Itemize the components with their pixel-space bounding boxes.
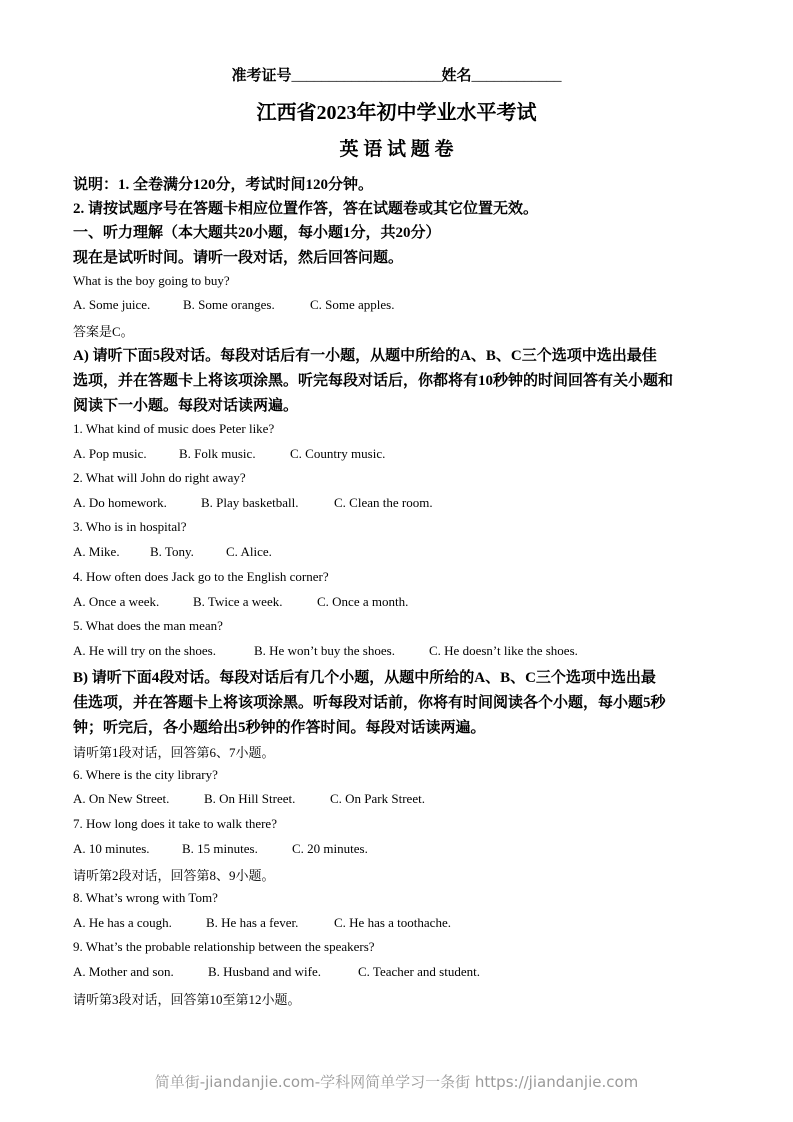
question-7: 7. How long does it take to walk there?: [73, 816, 277, 831]
part-a-instruction-1: A) 请听下面5段对话。每段对话后有一小题，从题中所给的A、B、C三个选项中选出最佳: [73, 348, 657, 364]
option-a: A. 10 minutes.: [73, 841, 150, 856]
option-b: B. Twice a week.: [193, 594, 283, 609]
name-blank: ____________: [471, 68, 562, 84]
option-c: C. Alice.: [226, 544, 272, 559]
question-3: 3. Who is in hospital?: [73, 519, 187, 534]
part-a-instruction-3: 阅读下一小题。每段对话读两遍。: [73, 398, 299, 414]
option-b: B. Tony.: [150, 544, 194, 559]
option-b: B. Folk music.: [179, 446, 256, 461]
part-b-instruction-2: 佳选项，并在答题卡上将该项涂黑。听每段对话前，你将有时间阅读各个小题，每小题5秒: [73, 695, 666, 711]
section-intro: 现在是试听时间。请听一段对话，然后回答问题。: [73, 250, 404, 266]
exam-subtitle: 英 语 试 题 卷: [339, 139, 454, 160]
exam-title: 江西省2023年初中学业水平考试: [256, 102, 537, 124]
dialog-1-note: 请听第1段对话，回答第6、7小题。: [73, 745, 275, 760]
question-6: 6. Where is the city library?: [73, 767, 218, 782]
question-3-options: [73, 544, 272, 560]
question-2-options: [73, 495, 433, 511]
question-6-options: [73, 791, 425, 807]
option-b: B. On Hill Street.: [204, 791, 296, 806]
option-c: C. Clean the room.: [334, 495, 433, 510]
option-c: C. He doesn’t like the shoes.: [429, 643, 578, 658]
option-b: B. Husband and wife.: [208, 964, 322, 979]
note-line-2: 2. 请按试题序号在答题卡相应位置作答，答在试题卷或其它位置无效。: [73, 201, 539, 217]
part-b-instruction-3: 钟；听完后，各小题给出5秒钟的作答时间。每段对话读两遍。: [73, 720, 486, 736]
part-b-instruction-1: B) 请听下面4段对话。每段对话后有几个小题，从题中所给的A、B、C三个选项中选出最: [73, 670, 656, 686]
option-a: A. Once a week.: [73, 594, 160, 609]
question-4-options: [73, 594, 408, 610]
question-8: 8. What’s wrong with Tom?: [73, 890, 218, 905]
option-c: C. Country music.: [290, 446, 386, 461]
option-b: B. Some oranges.: [183, 297, 275, 312]
question-1-options: [73, 446, 385, 462]
option-b: B. 15 minutes.: [182, 841, 258, 856]
question-5-options: [73, 643, 578, 659]
question-7-options: [73, 841, 368, 857]
question-2: 2. What will John do right away?: [73, 470, 246, 485]
option-a: A. On New Street.: [73, 791, 170, 806]
exam-id-blank: ____________________: [291, 68, 442, 84]
candidate-info-line: [0, 64, 793, 85]
example-question: What is the boy going to buy?: [73, 273, 230, 288]
question-8-options: [73, 915, 451, 931]
option-c: C. Once a month.: [317, 594, 409, 609]
option-a: A. He will try on the shoes.: [73, 643, 216, 658]
section-heading: 一、听力理解（本大题共20小题，每小题1分，共20分）: [73, 225, 441, 241]
option-a: A. He has a cough.: [73, 915, 172, 930]
note-line-1: 说明：1. 全卷满分120分，考试时间120分钟。: [73, 177, 374, 193]
dialog-3-note: 请听第3段对话，回答第10至第12小题。: [73, 992, 301, 1007]
option-a: A. Pop music.: [73, 446, 147, 461]
option-c: C. Some apples.: [310, 297, 395, 312]
footer-watermark: 简单街-jiandanjie.com-学科网简单学习一条街 https://jiandanjie.com: [154, 1073, 639, 1091]
option-a: A. Mike.: [73, 544, 120, 559]
question-9: 9. What’s the probable relationship between the speakers?: [73, 939, 375, 954]
question-1: 1. What kind of music does Peter like?: [73, 421, 275, 436]
option-a: A. Do homework.: [73, 495, 167, 510]
example-options: [73, 297, 395, 313]
option-b: B. He has a fever.: [206, 915, 299, 930]
option-b: B. Play basketball.: [201, 495, 299, 510]
option-c: C. He has a toothache.: [334, 915, 451, 930]
example-answer: 答案是C。: [73, 324, 134, 339]
question-4: 4. How often does Jack go to the English corner?: [73, 569, 329, 584]
dialog-2-note: 请听第2段对话，回答第8、9小题。: [73, 868, 275, 883]
option-c: C. On Park Street.: [330, 791, 425, 806]
question-5: 5. What does the man mean?: [73, 618, 223, 633]
option-c: C. 20 minutes.: [292, 841, 368, 856]
name-label: 姓名: [441, 68, 472, 84]
part-a-instruction-2: 选项，并在答题卡上将该项涂黑。听完每段对话后，你都将有10秒钟的时间回答有关小题和: [73, 373, 674, 389]
exam-id-label: 准考证号: [231, 68, 292, 84]
option-a: A. Mother and son.: [73, 964, 174, 979]
option-b: B. He won’t buy the shoes.: [254, 643, 395, 658]
option-c: C. Teacher and student.: [358, 964, 480, 979]
option-a: A. Some juice.: [73, 297, 151, 312]
question-9-options: [73, 964, 480, 980]
